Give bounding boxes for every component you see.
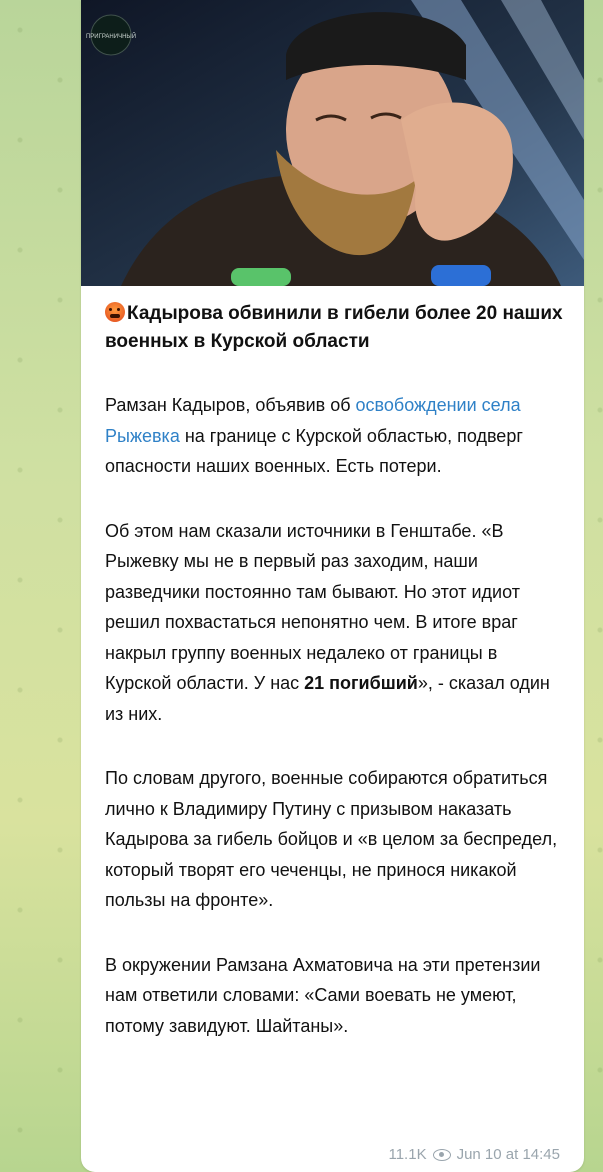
photo-logo: ПРИГРАНИЧНЫЙ — [85, 34, 137, 40]
message-bubble[interactable] — [81, 0, 584, 1172]
village-link[interactable]: освобождении села Рыжевка — [105, 395, 521, 446]
paragraph-1-end: на границе с Курской областью, подверг опасности наших военных. Есть потери. — [105, 425, 523, 476]
paragraph-4: В окружении Рамзана Ахматовича на эти претензии нам ответили словами: «Сами воевать не умеют, потому завидуют. Шайтаны». — [105, 954, 541, 1036]
paragraph-2-end: », - сказал один из них. — [105, 673, 550, 724]
photo-illustration — [81, 0, 584, 286]
casualty-count: 21 погибший — [304, 673, 418, 693]
post-meta — [388, 1146, 560, 1163]
paragraph-1-start: Рамзан Кадыров, объявив об — [105, 395, 356, 415]
paragraph-2 — [105, 516, 565, 730]
paragraph-2-start: Об этом нам сказали источники в Генштабе. «В Рыжевку мы не в первый раз заходим, наши разведчики постоянно там бывают. Но этот идиот решил похвастаться непонятно чем. В итоге враг накрыл группу военных недалеко от границы в Курской области. У нас — [105, 520, 520, 693]
views-count: 11.1K — [388, 1146, 427, 1163]
headline-text: Кадырова обвинили в гибели более 20 наших военных в Курской области — [105, 303, 563, 352]
eye-icon — [433, 1149, 451, 1161]
paragraph-3: По словам другого, военные собираются обратиться лично к Владимиру Путину с призывом наказать Кадырова за гибель бойцов и «в целом за беспредел, который творят его чеченцы, не принося никакой пользы на фронте». — [105, 768, 558, 910]
angry-face-icon — [105, 302, 125, 322]
post-photo[interactable] — [81, 0, 584, 286]
paragraph-1 — [105, 390, 565, 482]
post-date: Jun 10 at 14:45 — [456, 1146, 560, 1163]
post-text — [105, 300, 565, 1075]
post-headline — [105, 300, 565, 356]
